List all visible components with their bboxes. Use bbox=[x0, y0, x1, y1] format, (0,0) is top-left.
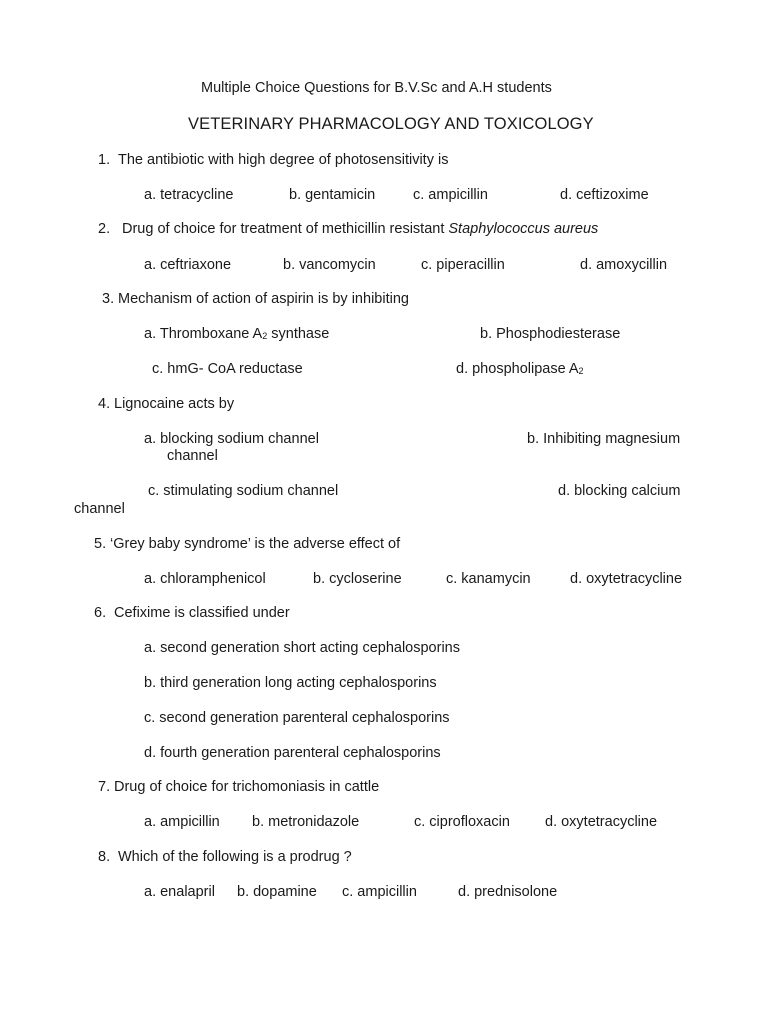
question-text: ‘Grey baby syndrome’ is the adverse effect of bbox=[110, 536, 401, 552]
option-d: d. fourth generation parenteral cephalosporins bbox=[144, 745, 441, 761]
option-d: d. oxytetracycline bbox=[570, 571, 683, 587]
option-b: b. Phosphodiesterase bbox=[480, 326, 621, 342]
option-b: b. dopamine bbox=[237, 884, 317, 900]
option-a: a. second generation short acting cephalosporins bbox=[144, 640, 460, 656]
option-b: b. Inhibiting magnesium bbox=[527, 431, 681, 447]
option-d: d. phospholipase $A_2$ bbox=[456, 361, 584, 377]
option-a: a. enalapril bbox=[144, 884, 215, 900]
option-a: a. ampicillin bbox=[144, 814, 220, 830]
question-number: 6. bbox=[94, 605, 107, 621]
question-text: Cefixime is classified under bbox=[114, 605, 290, 621]
option-b: b. cycloserine bbox=[313, 571, 402, 587]
option-b: b. vancomycin bbox=[283, 257, 376, 273]
option-d: d. amoxycillin bbox=[580, 257, 668, 273]
option-a: a. Thromboxane $A_2$ synthase bbox=[144, 326, 330, 342]
question-number: 4. bbox=[98, 396, 111, 412]
option-a: a. chloramphenicol bbox=[144, 571, 266, 587]
option-a: a. ceftriaxone bbox=[144, 257, 232, 273]
option-b: b. metronidazole bbox=[252, 814, 360, 830]
option-c: c. piperacillin bbox=[421, 257, 505, 273]
option-c: c. kanamycin bbox=[446, 571, 531, 587]
question-number: 2. bbox=[98, 221, 111, 237]
question-text: Mechanism of action of aspirin is by inhibiting bbox=[118, 291, 409, 307]
question-number: 8. bbox=[98, 849, 111, 865]
option-c: c. ampicillin bbox=[342, 884, 417, 900]
question-text: Drug of choice for trichomoniasis in cattle bbox=[114, 779, 380, 795]
option-d-wrap: channel bbox=[74, 501, 125, 517]
option-c: c. hmG- CoA reductase bbox=[152, 361, 303, 377]
option-c: c. stimulating sodium channel bbox=[148, 483, 339, 499]
option-a: a. blocking sodium channel bbox=[144, 431, 319, 447]
question-text: The antibiotic with high degree of photosensitivity is bbox=[118, 152, 449, 168]
question-number: 3. bbox=[102, 291, 115, 307]
option-b-wrap: channel bbox=[167, 448, 218, 464]
option-c: c. ampicillin bbox=[413, 187, 488, 203]
option-a: a. tetracycline bbox=[144, 187, 234, 203]
document-subtitle: Multiple Choice Questions for B.V.Sc and A.H students bbox=[201, 80, 552, 96]
document-title: VETERINARY PHARMACOLOGY AND TOXICOLOGY bbox=[188, 115, 594, 133]
option-d: d. blocking calcium bbox=[558, 483, 681, 499]
option-d: d. prednisolone bbox=[458, 884, 558, 900]
question-text: Lignocaine acts by bbox=[114, 396, 235, 412]
option-c: c. second generation parenteral cephalosporins bbox=[144, 710, 450, 726]
option-d: d. oxytetracycline bbox=[545, 814, 658, 830]
question-text-italic: Staphylococcus aureus bbox=[448, 221, 599, 237]
option-b: b. gentamicin bbox=[289, 187, 376, 203]
question-number: 1. bbox=[98, 152, 111, 168]
question-number: 5. bbox=[94, 536, 107, 552]
option-b: b. third generation long acting cephalosporins bbox=[144, 675, 437, 691]
option-d: d. ceftizoxime bbox=[560, 187, 649, 203]
option-c: c. ciprofloxacin bbox=[414, 814, 510, 830]
question-text: Drug of choice for treatment of methicillin resistant Staphylococcus aureus bbox=[122, 221, 599, 237]
question-text: Which of the following is a prodrug ? bbox=[118, 849, 352, 865]
question-number: 7. bbox=[98, 779, 111, 795]
